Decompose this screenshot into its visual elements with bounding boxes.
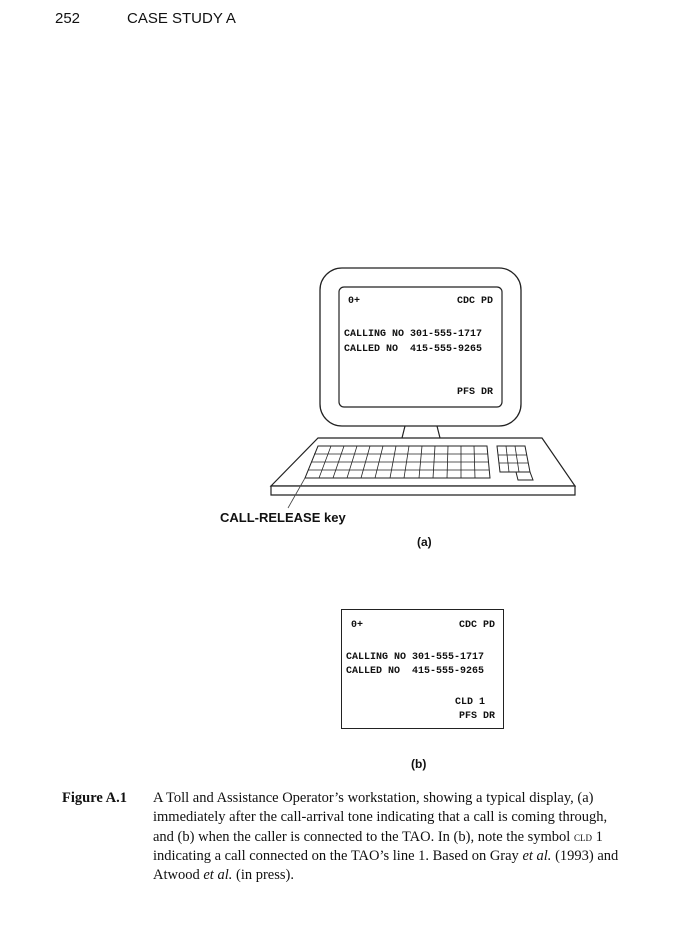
call-release-key-label: CALL-RELEASE key [220, 510, 346, 525]
subfigure-b-caption: (b) [411, 757, 427, 771]
screen-b-softkeys: PFS DR [458, 711, 495, 722]
keyboard [271, 438, 575, 495]
enter-key [516, 472, 533, 480]
caption-line: immediately after the call-arrival tone indicating that a call is coming through, [153, 809, 608, 825]
running-head-title: CASE STUDY A [127, 10, 236, 27]
screen-b-called-number: CALLED NO 415-555-9265 [346, 666, 485, 677]
figure-caption-text [153, 789, 693, 885]
screen-b-calling-number: CALLING NO 301-555-1717 [346, 652, 485, 663]
cld-symbol: cld [573, 829, 592, 844]
caption-line: Atwood et al. (in press). [153, 867, 294, 883]
screen-b [341, 609, 504, 729]
screen-b-status: CDC PD [458, 620, 495, 631]
screen-a-mode: 0+ [348, 296, 361, 307]
screen-a-text-area [340, 288, 501, 406]
screen-a-softkeys: PFS DR [456, 387, 493, 398]
screen-b-line-status: CLD 1 [454, 697, 485, 708]
subfigure-a-caption: (a) [417, 535, 432, 549]
screen-a-status: CDC PD [456, 296, 493, 307]
screen-b-mode: 0+ [351, 620, 364, 631]
caption-line: and (b) when the caller is connected to the TAO. In (b), note the symbol cld 1 [153, 829, 603, 845]
caption-line: indicating a call connected on the TAO’s line 1. Based on Gray et al. (1993) and [153, 848, 619, 864]
caption-line: A Toll and Assistance Operator’s workstation, showing a typical display, (a) [153, 790, 594, 806]
figure-label: Figure A.1 [62, 790, 127, 806]
monitor-neck [402, 426, 440, 438]
screen-a-called-number: CALLED NO 415-555-9265 [344, 344, 483, 355]
page-number: 252 [55, 10, 81, 27]
screen-a-calling-number: CALLING NO 301-555-1717 [344, 329, 483, 340]
